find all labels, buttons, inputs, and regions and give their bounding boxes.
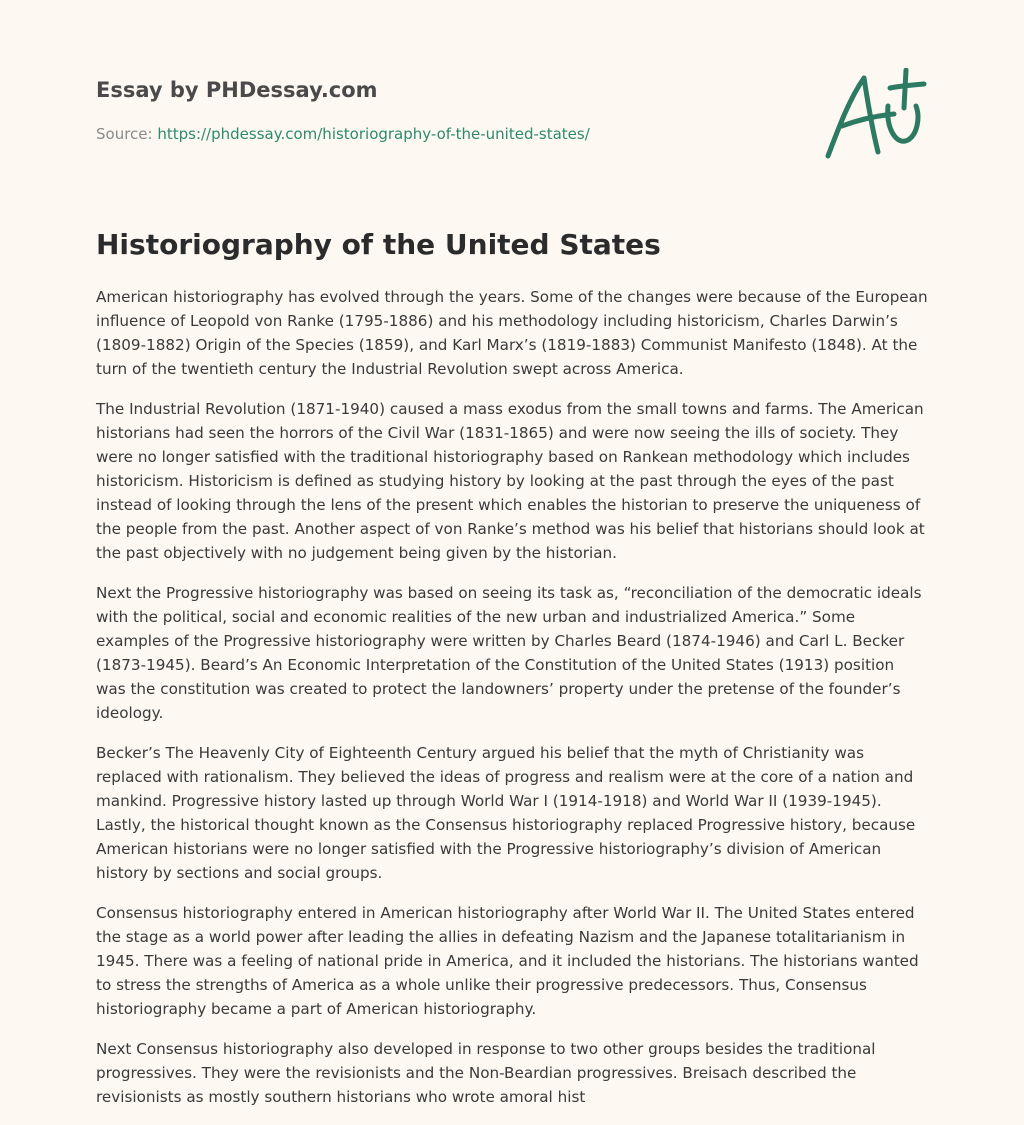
paragraph: The Industrial Revolution (1871-1940) caused a mass exodus from the small towns and farms. The American historians had seen the horrors of the Civil War (1831-1865) and were now seeing the ills of society. They were no longer satisfied with the traditional historiography based on Rankean methodology which includes historicism. Historicism is defined as studying history by looking at the past through the eyes of the past instead of looking through the lens of the present which enables the historian to preserve the uniqueness of the people from the past. Another aspect of von Ranke’s method was his belief that historians should look at the past objectively with no judgement being given by the historian. — [96, 400, 925, 562]
essay-header — [96, 76, 928, 186]
paragraph: Next Consensus historiography also developed in response to two other groups besides the traditional progressives. They were the revisionists and the Non-Beardian progressives. Breisach described the revisionists as mostly southern historians who wrote amoral hist — [96, 1040, 876, 1106]
essay-body — [96, 285, 928, 1125]
paragraph: Consensus historiography entered in American historiography after World War II. The United States entered the stage as a world power after leading the allies in defeating Nazism and the Japanese totalitarianism in 1945. There was a feeling of national pride in America, and it included the historians. The historians wanted to stress the strengths of America as a whole unlike their progressive predecessors. Thus, Consensus historiography became a part of American historiography. — [96, 904, 919, 1018]
site-brand: Essay by PHDessay.com — [96, 78, 378, 102]
paragraph: Next the Progressive historiography was based on seeing its task as, “reconciliation of the democratic ideals with the political, social and economic realities of the new urban and industrialized America.” Some examples of the Progressive historiography were written by Charles Beard (1874-1946) and Carl L. Becker (1873-1945). Beard’s An Economic Interpretation of the Constitution of the United States (1913) position was the constitution was created to protect the landowners’ property under the pretense of the founder’s ideology. — [96, 584, 922, 722]
source-label: Source: — [96, 125, 158, 143]
source-link[interactable]: https://phdessay.com/historiography-of-the-united-states/ — [157, 125, 590, 143]
a-plus-logo-graphic — [824, 68, 928, 164]
a-plus-grade-icon — [824, 68, 928, 164]
paragraph: Becker’s The Heavenly City of Eighteenth Century argued his belief that the myth of Christianity was replaced with rationalism. They believed the ideas of progress and realism were at the core of a nation and mankind. Progressive history lasted up through World War I (1914-1918) and World War II (1939-1945). Lastly, the historical thought known as the Consensus historiography replaced Progressive history, because American historians were no longer satisfied with the Progressive historiography’s division of American history by sections and social groups. — [96, 744, 916, 882]
essay-title: Historiography of the United States — [96, 228, 661, 261]
paragraph: American historiography has evolved through the years. Some of the changes were because of the European influence of Leopold von Ranke (1795-1886) and his methodology including historicism, Charles Darwin’s (1809-1882) Origin of the Species (1859), and Karl Marx’s (1819-1883) Communist Manifesto (1848). At the turn of the twentieth century the Industrial Revolution swept across America. — [96, 288, 928, 378]
source-line — [96, 124, 590, 144]
